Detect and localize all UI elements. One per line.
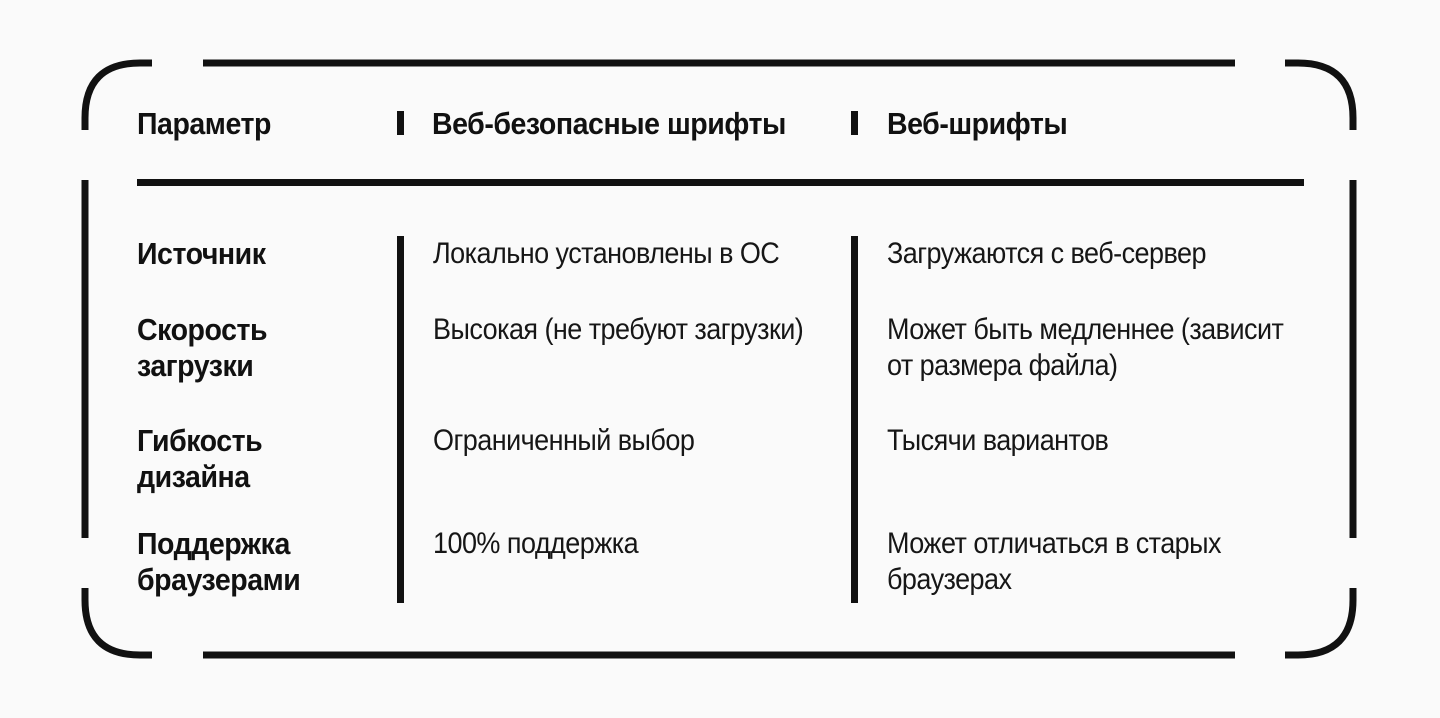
- row-label-load-speed: [137, 312, 267, 384]
- header-web-fonts: Веб-шрифты: [887, 106, 1068, 141]
- cell-line: Может отличаться в старых: [887, 527, 1221, 560]
- frame-corner-top-right: [1285, 63, 1353, 130]
- row-safe-browser-support: [433, 526, 638, 562]
- cell-line: 100% поддержка: [433, 527, 639, 560]
- cell-line: Высокая (не требуют загрузки): [433, 313, 804, 346]
- frame-corner-bottom-left: [85, 588, 152, 655]
- frame-corner-bottom-right: [1285, 588, 1353, 655]
- cell-line: от размера файла): [887, 349, 1118, 382]
- row-label-line: загрузки: [137, 348, 254, 383]
- row-label-line: Источник: [137, 236, 266, 271]
- row-label-line: Скорость: [137, 312, 268, 347]
- header-parameter: Параметр: [137, 106, 271, 141]
- cell-line: Может быть медленнее (зависит: [887, 313, 1284, 346]
- row-label-line: Поддержка: [137, 526, 290, 561]
- cell-line: Локально установлены в ОС: [433, 237, 780, 270]
- row-label-design-flexibility: [137, 423, 262, 495]
- row-web-source: [887, 236, 1206, 272]
- header-divider: [137, 179, 1304, 186]
- row-label-line: браузерами: [137, 562, 301, 597]
- row-safe-design-flexibility: [433, 423, 694, 459]
- cell-line: браузерах: [887, 563, 1012, 596]
- body-col-separator-1: [397, 236, 404, 603]
- cell-line: Загружаются с веб-сервер: [887, 237, 1206, 270]
- row-web-browser-support: [887, 526, 1221, 598]
- cell-line: Ограниченный выбор: [433, 424, 695, 457]
- row-safe-load-speed: [433, 312, 803, 348]
- body-col-separator-2: [851, 236, 858, 603]
- cell-line: Тысячи вариантов: [887, 424, 1109, 457]
- row-label-line: Гибкость: [137, 423, 263, 458]
- header-col-separator-1: [397, 111, 404, 135]
- row-label-source: [137, 236, 266, 272]
- row-web-load-speed: [887, 312, 1283, 384]
- header-col-separator-2: [851, 111, 858, 135]
- row-web-design-flexibility: [887, 423, 1108, 459]
- row-safe-source: [433, 236, 779, 272]
- row-label-line: дизайна: [137, 459, 250, 494]
- row-label-browser-support: [137, 526, 300, 598]
- header-web-safe-fonts: Веб-безопасные шрифты: [432, 106, 786, 141]
